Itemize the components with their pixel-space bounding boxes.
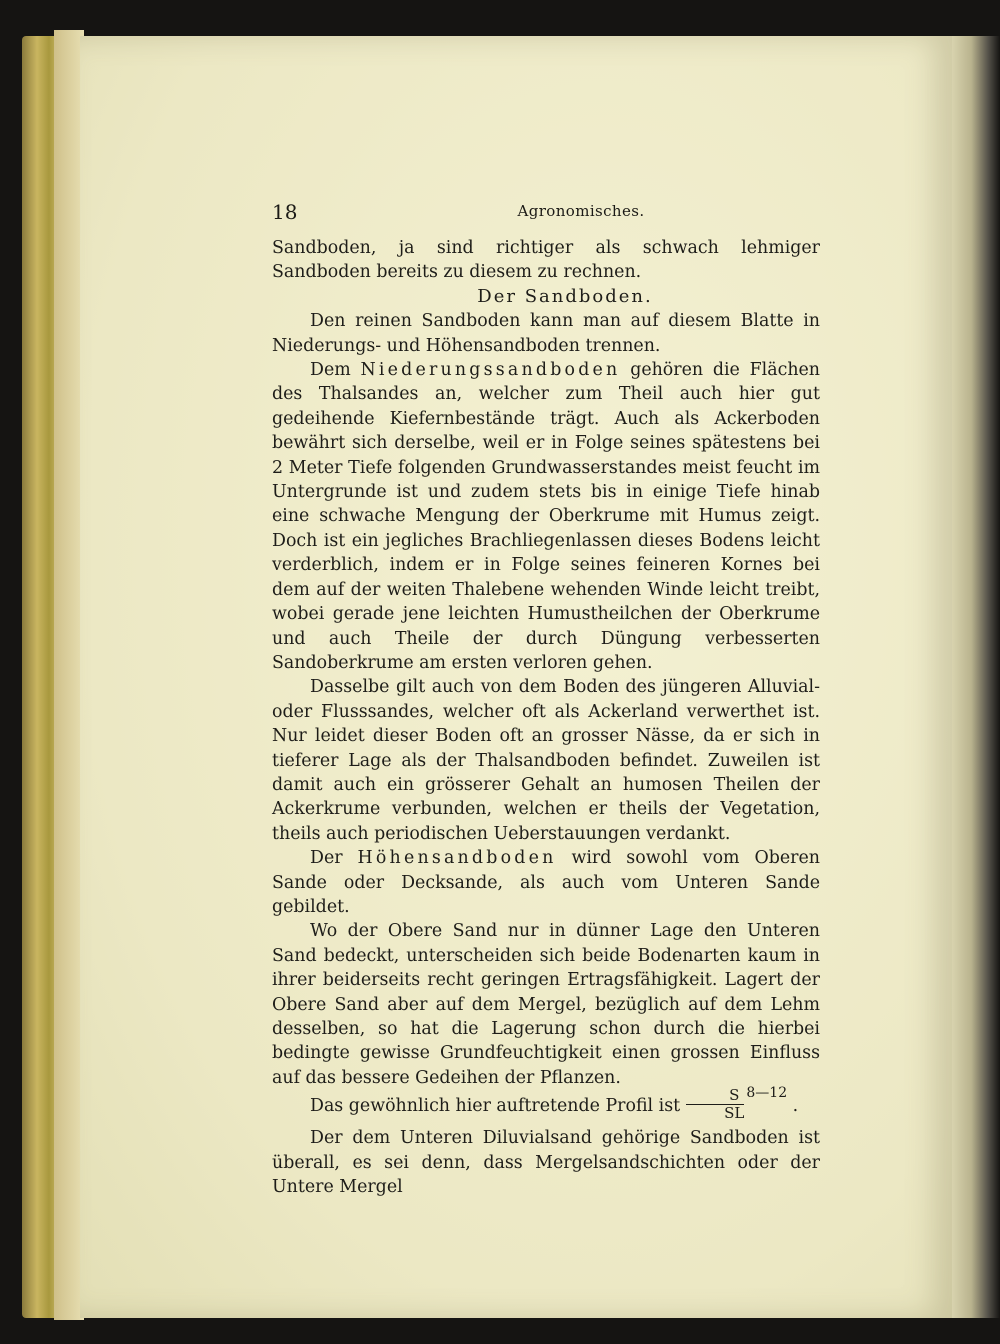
p4-rest: wird sowohl vom Oberen Sande oder Decksande, als auch vom Unteren Sande gebildet. [272,848,820,917]
running-head: Agronomisches. [517,202,645,220]
paragraph-6: Der dem Unteren Diluvialsand gehörige Sandboden ist überall, es sei denn, dass Mergelsandschichten oder der Untere Mergel [272,1128,820,1198]
profile-formula-line [272,1085,820,1126]
p2-lead: Dem [310,360,351,381]
fraction-superscript: 8—12 [746,1085,788,1102]
paragraph-4 [272,846,820,919]
p2-rest: gehören die Flächen des Thalsandes an, welcher zum Theil auch hier gut gedeihende Kiefernbestände trägt. Auch als Ackerboden bewährt sich derselbe, weil er in Folge seines spätestens bei 2 Meter Tiefe folgenden Grundwasserstandes meist feucht im Untergrunde ist und zudem stets bis in einige Tiefe hinab eine schwache Mengung der Oberkrume mit Humus zeigt. Doch ist ein jegliches Brachliegenlassen dieses Bodens leicht verderblich, indem er in Folge seines feineren Kornes bei dem auf der weiten Thalebene wehenden Winde leicht treibt, wobei gerade jene leichten Humustheilchen der Oberkrume und auch Theile der durch Düngung verbesserten Sandoberkrume am ersten verloren gehen. [272,360,821,673]
term-niederungssandboden: Niederungssandboden [360,360,621,381]
term-hoehensandboden: Höhensandboden [357,848,557,869]
fraction-numerator: S [686,1088,744,1105]
paragraph-1: Den reinen Sandboden kann man auf diesem Blatte in Niederungs- und Höhensandboden trennen. [272,311,820,356]
paragraph-5: Wo der Obere Sand nur in dünner Lage den Unteren Sand bedeckt, unterscheiden sich beide Bodenarten kaum in ihrer beiderseits recht geringen Ertragsfähigkeit. Lagert der Obere Sand aber auf dem Mergel, bezüglich auf dem Lehm desselben, so hat die Lagerung schon durch die hierbei bedingte gewisse Grundfeuchtigkeit einen grossen Einfluss auf das bessere Gedeihen der Pflanzen. [272,921,820,1088]
paragraph-3: Dasselbe gilt auch von dem Boden des jüngeren Alluvial- oder Flusssandes, welcher oft als Ackerland verwerthet ist. Nur leidet dieser Boden oft an grosser Nässe, da er sich in tieferer Lage als der Thalsandboden befindet. Zuweilen ist damit auch ein grösserer Gehalt an humosen Theilen der Ackerkrume verbunden, welchen er theils der Vegetation, theils auch periodischen Ueberstauungen verdankt. [272,677,820,844]
text-block [272,236,820,1199]
intro-paragraph: Sandboden, ja sind richtiger als schwach lehmiger Sandboden bereits zu diesem zu rechnen. [272,238,820,283]
fraction-denominator: SL [724,1104,745,1123]
p4-lead: Der [310,848,343,869]
section-title: Der Sandboden. [477,285,653,307]
spine-shadow [952,36,1000,1318]
formula-end: . [792,1096,799,1117]
profile-fraction [686,1088,744,1121]
formula-text: Das gewöhnlich hier auftretende Profil ist [310,1096,681,1117]
paragraph-2 [272,358,820,675]
page-header [272,200,820,226]
page-number: 18 [272,200,298,224]
